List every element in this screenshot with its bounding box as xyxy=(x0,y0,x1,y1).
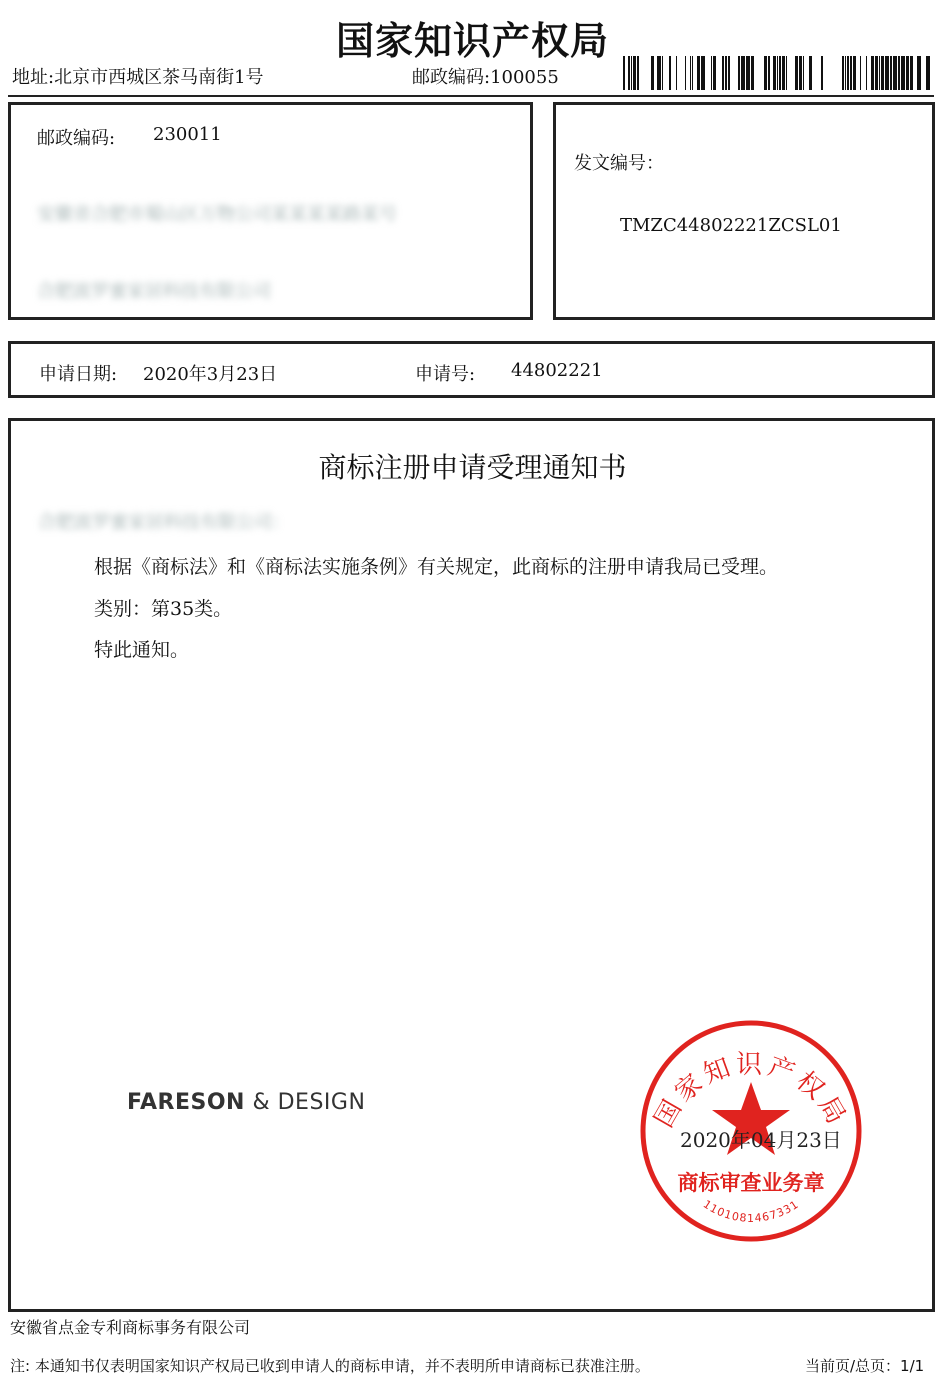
application-number-value: 44802221 xyxy=(511,360,603,381)
recipient-postal-value: 230011 xyxy=(153,124,222,145)
recipient-company-redacted: 合肥波罗蜜家居科技有限公司 xyxy=(37,281,271,302)
application-info-box xyxy=(8,341,935,398)
notice-title: 商标注册申请受理通知书 xyxy=(318,451,627,484)
notice-paragraph-3: 特此通知。 xyxy=(94,639,190,661)
recipient-postal-label: 邮政编码: xyxy=(37,128,116,149)
recipient-box xyxy=(8,102,533,320)
office-postal-code: 邮政编码:100055 xyxy=(412,67,559,88)
application-number-label: 申请号: xyxy=(415,364,476,385)
application-date-value: 2020年3月23日 xyxy=(143,364,278,385)
document-number-label: 发文编号： xyxy=(574,153,664,174)
logo-brand: FARESON xyxy=(127,1090,245,1115)
logo-suffix: & DESIGN xyxy=(244,1090,366,1115)
signature-date: 2020年04月23日 xyxy=(680,1128,842,1152)
seal-bottom-text: 商标审查业务章 xyxy=(677,1171,825,1195)
watermark-logo xyxy=(127,1090,365,1115)
document-number-box xyxy=(553,102,935,320)
header-divider xyxy=(8,95,934,97)
notice-paragraph-2: 类别：第35类。 xyxy=(94,598,233,620)
recipient-address-redacted: 安徽省合肥市蜀山区万物公司某某某某路某号 xyxy=(37,204,397,225)
agent-name: 安徽省点金专利商标事务有限公司 xyxy=(10,1318,251,1337)
seal-top-text: 国家知识产权局 xyxy=(649,1050,853,1133)
footer-note: 注: 本通知书仅表明国家知识产权局已收到申请人的商标申请，并不表明所申请商标已获准注册。 xyxy=(10,1357,650,1375)
office-title: 国家知识产权局 xyxy=(335,18,609,63)
addressee-redacted: 合肥波罗蜜家居科技有限公司： xyxy=(38,512,290,533)
page-indicator: 当前页/总页：1/1 xyxy=(805,1357,925,1375)
office-address: 地址:北京市西城区茶马南街1号 xyxy=(12,67,264,88)
notice-paragraph-1: 根据《商标法》和《商标法实施条例》有关规定，此商标的注册申请我局已受理。 xyxy=(94,556,779,578)
barcode-icon xyxy=(623,56,931,90)
seal-number: 1101081467331 xyxy=(700,1197,802,1225)
application-date-label: 申请日期: xyxy=(39,364,118,385)
document-number-value: TMZC44802221ZCSL01 xyxy=(620,215,842,236)
